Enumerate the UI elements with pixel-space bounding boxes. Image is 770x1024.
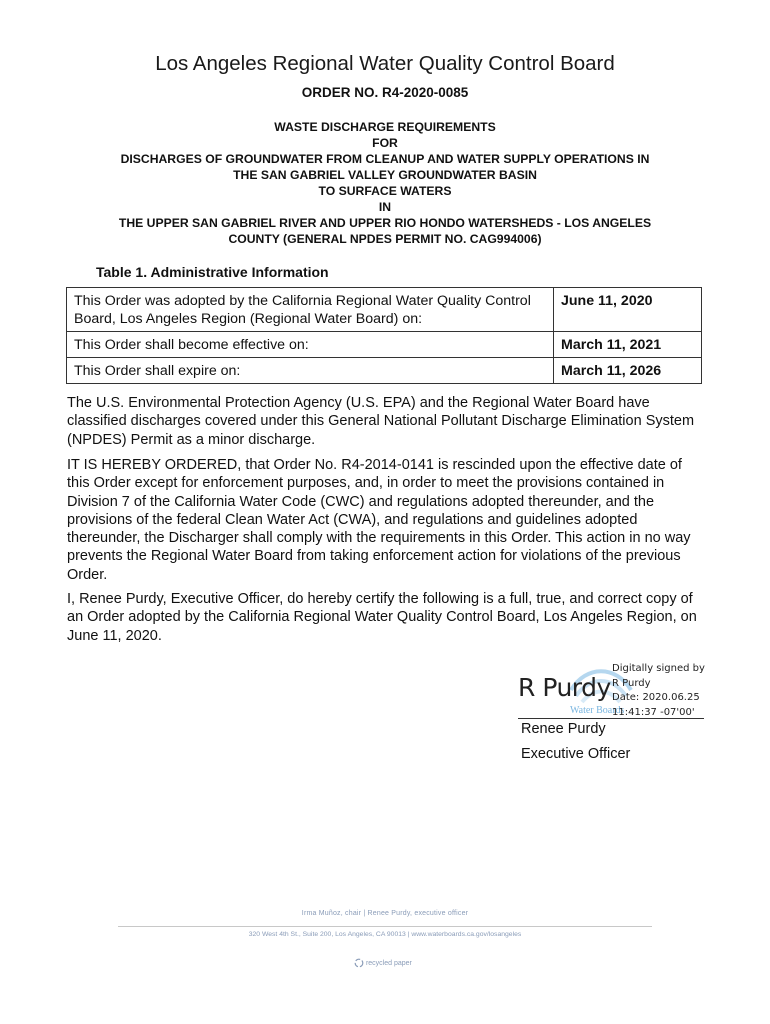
- table-cell-label: This Order was adopted by the California Regional Water Quality Control Board, Los Angeles Region (Regional Water Board) on:: [67, 288, 554, 332]
- table-cell-label: This Order shall become effective on:: [67, 332, 554, 358]
- order-number: ORDER NO. R4-2020-0085: [301, 85, 469, 100]
- seal-text: Water Boards: [570, 705, 625, 716]
- requirements-line: IN: [378, 200, 392, 214]
- signature-graphic: R Purdy: [518, 673, 611, 702]
- digital-signature-details: [612, 662, 705, 720]
- footer-officers: Irma Muñoz, chair | Renee Purdy, executive officer: [301, 910, 469, 917]
- footer-divider: [118, 926, 652, 927]
- table-cell-value: June 11, 2020: [554, 288, 702, 332]
- requirements-heading: [62, 119, 708, 247]
- signer-name: Renee Purdy: [521, 721, 606, 737]
- requirements-line: THE SAN GABRIEL VALLEY GROUNDWATER BASIN: [233, 168, 537, 182]
- requirements-line: FOR: [372, 136, 398, 150]
- signature-detail-line: R Purdy: [612, 677, 651, 689]
- requirements-line: COUNTY (GENERAL NPDES PERMIT NO. CAG994006): [228, 232, 542, 246]
- requirements-line: DISCHARGES OF GROUNDWATER FROM CLEANUP AND WATER SUPPLY OPERATIONS IN: [120, 152, 650, 166]
- signer-title: Executive Officer: [521, 746, 631, 762]
- table-cell-value: March 11, 2021: [554, 332, 702, 358]
- signature-line: [518, 718, 704, 719]
- table-row: [67, 288, 702, 332]
- order-paragraph: IT IS HEREBY ORDERED, that Order No. R4-2014-0141 is rescinded upon the effective date of this Order except for enforcement purposes, and, in order to meet the provisions contained in Division 7 of the California Water Code (CWC) and regulations adopted thereunder, and the provisions of the federal Clean Water Act (CWA), and regulations and guidelines adopted thereunder, the Discharger shall comply with the requirements in this Order. This action in no way prevents the Regional Water Board from taking enforcement action for violations of the previous Order.: [67, 457, 691, 583]
- page-title: Los Angeles Regional Water Quality Control Board: [155, 52, 615, 75]
- epa-classification-paragraph: The U.S. Environmental Protection Agency (U.S. EPA) and the Regional Water Board have classified discharges covered under this General National Pollutant Discharge Elimination System (NPDES) Permit as a minor discharge.: [67, 395, 695, 448]
- recycled-paper-note: [354, 958, 412, 968]
- table-row: [67, 332, 702, 358]
- table-caption: Table 1. Administrative Information: [96, 264, 329, 280]
- table-row: [67, 358, 702, 384]
- requirements-line: THE UPPER SAN GABRIEL RIVER AND UPPER RIO HONDO WATERSHEDS - LOS ANGELES: [118, 216, 652, 230]
- certification-paragraph: I, Renee Purdy, Executive Officer, do hereby certify the following is a full, true, and correct copy of an Order adopted by the California Regional Water Quality Control Board, Los Angeles Region, on June 11, 2020.: [67, 591, 697, 644]
- signature-detail-line: 11:41:37 -07'00': [612, 706, 695, 718]
- footer-address: 320 West 4th St., Suite 200, Los Angeles, CA 90013 | www.waterboards.ca.gov/losangeles: [248, 931, 522, 938]
- recycled-paper-label: recycled paper: [365, 959, 412, 967]
- table-cell-value: March 11, 2026: [554, 358, 702, 384]
- signature-detail-line: Date: 2020.06.25: [612, 692, 700, 703]
- administrative-info-table: [66, 287, 702, 384]
- table-cell-label: This Order shall expire on:: [67, 358, 554, 384]
- signature-detail-line: Digitally signed by: [612, 663, 705, 674]
- requirements-line: WASTE DISCHARGE REQUIREMENTS: [274, 120, 496, 134]
- requirements-line: TO SURFACE WATERS: [318, 184, 452, 198]
- recycle-icon: [354, 958, 364, 968]
